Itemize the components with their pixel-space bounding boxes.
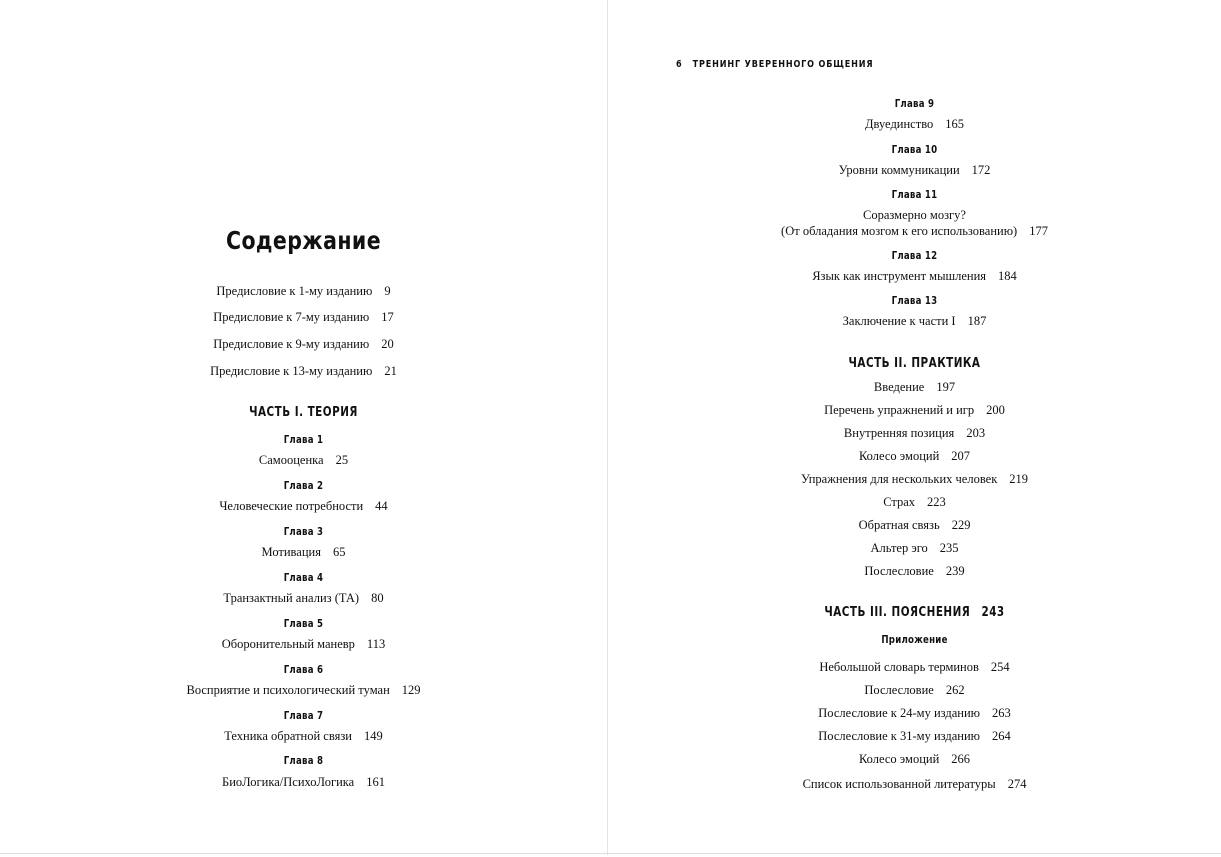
chapter-label: Глава 5: [283, 618, 324, 630]
toc-entry-chapter-subtitle: (От обладания мозгом к его использованию) 177: [781, 224, 1048, 238]
toc-entry-chapter: Восприятие и психологический туман 129: [186, 683, 421, 697]
toc-entry: Послесловие к 24-му изданию 263: [818, 706, 1011, 720]
part-heading-3: ЧАСТЬ III. ПОЯСНЕНИЯ 243: [824, 605, 1005, 620]
chapter-label: Глава 8: [283, 755, 324, 767]
toc-entry-chapter: Техника обратной связи 149: [224, 729, 383, 743]
toc-entry: Страх 223: [883, 495, 946, 509]
chapter-label: Глава 11: [891, 189, 938, 201]
toc-entry-chapter: Уровни коммуникации 172: [838, 163, 991, 177]
toc-entry-chapter: Язык как инструмент мышления 184: [812, 269, 1017, 283]
chapter-label: Глава 6: [283, 664, 324, 676]
toc-entry: Колесо эмоций 266: [858, 752, 971, 766]
toc-entry-preface-13: Предисловие к 13-му изданию 21: [210, 364, 397, 378]
chapter-label: Глава 3: [283, 526, 324, 538]
chapter-label: Глава 13: [891, 295, 938, 307]
page-bottom-edge: [0, 853, 1221, 854]
toc-entry-chapter: Мотивация 65: [261, 545, 346, 559]
toc-entry-chapter: Транзактный анализ (ТА) 80: [223, 591, 384, 605]
toc-entry-bibliography: Список использованной литературы 274: [802, 777, 1027, 791]
chapter-label: Глава 7: [283, 710, 324, 722]
chapter-label: Глава 2: [283, 480, 324, 492]
toc-entry: Внутренняя позиция 203: [843, 426, 986, 440]
chapter-label: Глава 1: [283, 434, 324, 446]
toc-entry: Упражнения для нескольких человек 219: [800, 472, 1029, 486]
right-page: [608, 0, 1221, 855]
running-head-title: ТРЕНИНГ УВЕРЕННОГО ОБЩЕНИЯ: [692, 59, 874, 70]
toc-entry: Послесловие 262: [864, 683, 965, 697]
toc-entry: Послесловие 239: [864, 564, 965, 578]
running-head: [676, 59, 873, 71]
toc-entry: Колесо эмоций 207: [858, 449, 971, 463]
part-heading-1: ЧАСТЬ I. ТЕОРИЯ: [249, 405, 358, 420]
toc-entry-chapter: Самооценка 25: [258, 453, 349, 467]
chapter-label: Глава 9: [894, 98, 935, 110]
toc-title: Содержание: [225, 226, 382, 255]
toc-entry-chapter: БиоЛогика/ПсихоЛогика 161: [222, 775, 385, 789]
toc-entry: Введение 197: [873, 380, 956, 394]
toc-entry: Небольшой словарь терминов 254: [819, 660, 1010, 674]
toc-entry: Послесловие к 31-му изданию 264: [818, 729, 1011, 743]
toc-entry-chapter: Заключение к части I 187: [842, 314, 987, 328]
page-number: 6: [676, 59, 683, 70]
appendix-label: Приложение: [881, 634, 948, 646]
toc-entry-chapter-title: Соразмерно мозгу?: [863, 208, 966, 222]
chapter-label: Глава 10: [891, 144, 938, 156]
toc-entry-preface-7: Предисловие к 7-му изданию 17: [213, 310, 394, 324]
chapter-label: Глава 4: [283, 572, 324, 584]
toc-entry-chapter: Двуединство 165: [864, 117, 965, 131]
part-heading-2: ЧАСТЬ II. ПРАКТИКА: [848, 356, 981, 371]
toc-entry-preface-1: Предисловие к 1-му изданию 9: [216, 284, 391, 298]
toc-entry: Альтер эго 235: [870, 541, 959, 555]
toc-entry-preface-9: Предисловие к 9-му изданию 20: [213, 337, 394, 351]
left-page: [0, 0, 608, 855]
toc-entry-chapter: Оборонительный маневр 113: [221, 637, 386, 651]
toc-entry: Перечень упражнений и игр 200: [824, 403, 1005, 417]
toc-entry: Обратная связь 229: [858, 518, 971, 532]
chapter-label: Глава 12: [891, 250, 938, 262]
toc-entry-chapter: Человеческие потребности 44: [219, 499, 388, 513]
